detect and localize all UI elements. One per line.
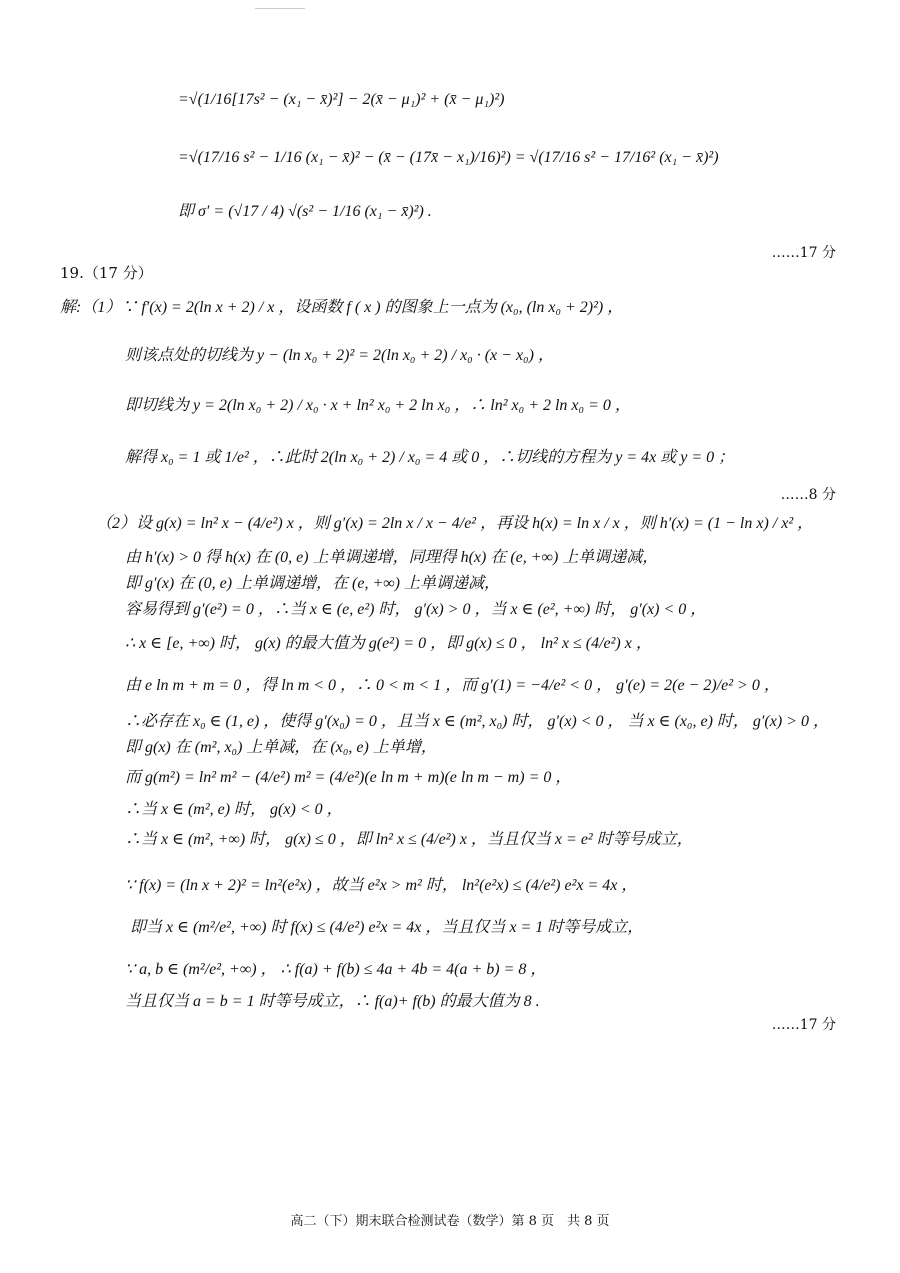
solution-part2-line4: 容易得到 g′(e²) = 0 ，∴当 x ∈ (e, e²) 时， g′(x) > 0 ，当 x ∈ (e², +∞) 时， g′(x) < 0 ，	[125, 601, 707, 618]
solution-part1-line4: 解得 x₀ = 1 或 1/e² ，∴此时 2(ln x₀ + 2) / x₀ = 4 或 0 ，∴切线的方程为 y = 4x 或 y = 0 ；	[125, 449, 735, 466]
solution-part2-line14: ∵ a, b ∈ (m²/e², +∞) ， ∴ f(a) + f(b) ≤ 4a + 4b = 4(a + b) = 8 ，	[125, 961, 547, 978]
solution-part2-line10: ∴当 x ∈ (m², e) 时， g(x) < 0 ，	[125, 801, 343, 818]
solution-part2-line11: ∴当 x ∈ (m², +∞) 时， g(x) ≤ 0 ，即 ln² x ≤ (4/e²) x ，当且仅当 x = e² 时等号成立，	[125, 831, 693, 848]
solution-part2-line9: 而 g(m²) = ln² m² − (4/e²) m² = (4/e²)(e ln m + m)(e ln m − m) = 0 ，	[125, 769, 572, 786]
solution-part2-line6: 由 e ln m + m = 0 ，得 ln m < 0 ，∴ 0 < m < 1 ，而 g′(1) = −4/e² < 0 ， g′(e) = 2(e − 2)/e² > 0 ，	[125, 677, 780, 694]
solution-part2-line15: 当且仅当 a = b = 1 时等号成立，∴ f(a)+ f(b) 的最大值为 8 .	[125, 993, 540, 1010]
solution-part2-line13: 即当 x ∈ (m²/e², +∞) 时 f(x) ≤ (4/e²) e²x = 4x ，当且仅当 x = 1 时等号成立，	[130, 919, 644, 936]
solution-part1-line1: 解:（1）∵ f′(x) = 2(ln x + 2) / x ，设函数 f ( x ) 的图象上一点为 (x₀, (ln x₀ + 2)²) ，	[60, 299, 624, 316]
question-number: 19.（17 分）	[60, 264, 153, 282]
solution-part1-line3: 即切线为 y = 2(ln x₀ + 2) / x₀ · x + ln² x₀ + 2 ln x₀ ，∴ ln² x₀ + 2 ln x₀ = 0 ，	[125, 397, 631, 414]
solution-part2-line3: 即 g′(x) 在 (0, e) 上单调递增，在 (e, +∞) 上单调递减，	[125, 575, 500, 592]
solution-part2-line8: 即 g(x) 在 (m², x₀) 上单减，在 (x₀, e) 上单增，	[125, 739, 437, 756]
page-footer: 高二（下）期末联合检测试卷（数学）第 8 页 共 8 页	[290, 1214, 610, 1229]
top-rule	[255, 8, 305, 9]
solution-part2-line7: ∴必存在 x₀ ∈ (1, e) ，使得 g′(x₀) = 0 ，且当 x ∈ (m², x₀) 时， g′(x) < 0 ， 当 x ∈ (x₀, e) 时， g′(x) > 0 ，	[125, 713, 829, 730]
score-mark-1: ……17 分	[771, 245, 836, 261]
formula-line-1: =√(1/16[17s² − (x₁ − x̄)²] − 2(x̄ − μ₁)² + (x̄ − μ₁)²)	[178, 91, 505, 108]
score-mark-3: ……17 分	[771, 1017, 836, 1033]
solution-part2-line5: ∴ x ∈ [e, +∞) 时， g(x) 的最大值为 g(e²) = 0 ，即 g(x) ≤ 0 ， ln² x ≤ (4/e²) x ，	[125, 635, 652, 652]
solution-part2-line1: （2）设 g(x) = ln² x − (4/e²) x ，则 g′(x) = 2ln x / x − 4/e² ，再设 h(x) = ln x / x ，则 h′(x) = (1 − ln x) / x² ，	[96, 515, 814, 532]
formula-line-3: 即 σ′ = (√17 / 4) √(s² − 1/16 (x₁ − x̄)²) .	[178, 203, 432, 220]
score-mark-2: ……8 分	[780, 487, 836, 503]
formula-line-2: =√(17/16 s² − 1/16 (x₁ − x̄)² − (x̄ − (17x̄ − x₁)/16)²) = √(17/16 s² − 17/16² (x₁ − x̄)²)	[178, 149, 719, 166]
solution-part1-line2: 则该点处的切线为 y − (ln x₀ + 2)² = 2(ln x₀ + 2) / x₀ · (x − x₀) ，	[125, 347, 554, 364]
solution-part2-line12: ∵ f(x) = (ln x + 2)² = ln²(e²x) ，故当 e²x > m² 时， ln²(e²x) ≤ (4/e²) e²x = 4x ，	[125, 877, 638, 894]
solution-part2-line2: 由 h′(x) > 0 得 h(x) 在 (0, e) 上单调递增，同理得 h(x) 在 (e, +∞) 上单调递减，	[125, 549, 659, 566]
